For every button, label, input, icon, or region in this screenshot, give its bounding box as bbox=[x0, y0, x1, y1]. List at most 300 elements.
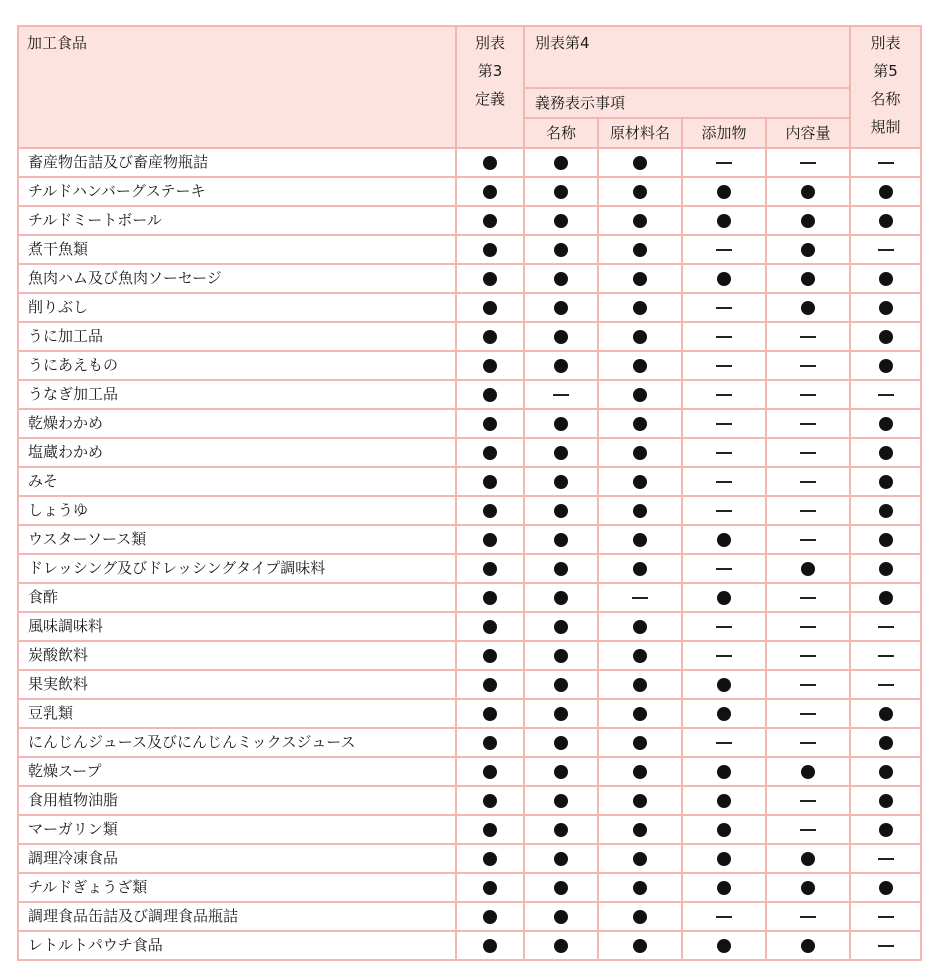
dash-mark bbox=[878, 916, 894, 918]
mark-cell-name-regulation bbox=[850, 757, 921, 786]
food-name-cell: 炭酸飲料 bbox=[18, 641, 456, 670]
mark-cell-additives bbox=[682, 438, 766, 467]
dash-mark bbox=[716, 916, 732, 918]
filled-circle-mark bbox=[483, 156, 497, 170]
mark-cell-content-volume bbox=[766, 844, 850, 873]
mark-cell-name bbox=[524, 293, 598, 322]
mark-cell-definition bbox=[456, 293, 524, 322]
mark-cell-content-volume bbox=[766, 612, 850, 641]
header-definition-line-3: 定義 bbox=[474, 90, 505, 108]
table-row bbox=[18, 931, 921, 960]
filled-circle-mark bbox=[879, 504, 893, 518]
mark-cell-additives bbox=[682, 815, 766, 844]
mark-cell-additives bbox=[682, 612, 766, 641]
mark-cell-additives bbox=[682, 670, 766, 699]
mark-cell-name-regulation bbox=[850, 699, 921, 728]
mark-cell-name-regulation bbox=[850, 873, 921, 902]
table-row bbox=[18, 496, 921, 525]
filled-circle-mark bbox=[879, 272, 893, 286]
filled-circle-mark bbox=[879, 765, 893, 779]
mark-cell-ingredients bbox=[598, 728, 682, 757]
mark-cell-name-regulation bbox=[850, 235, 921, 264]
filled-circle-mark bbox=[879, 736, 893, 750]
filled-circle-mark bbox=[879, 475, 893, 489]
table-row bbox=[18, 322, 921, 351]
mark-cell-content-volume bbox=[766, 699, 850, 728]
mark-cell-name bbox=[524, 554, 598, 583]
food-name-cell: チルドハンバーグステーキ bbox=[18, 177, 456, 206]
dash-mark bbox=[878, 945, 894, 947]
filled-circle-mark bbox=[717, 794, 731, 808]
mark-cell-ingredients bbox=[598, 815, 682, 844]
mark-cell-name bbox=[524, 931, 598, 960]
mark-cell-definition bbox=[456, 438, 524, 467]
filled-circle-mark bbox=[633, 707, 647, 721]
mark-cell-additives bbox=[682, 322, 766, 351]
dash-mark bbox=[553, 394, 569, 396]
mark-cell-definition bbox=[456, 380, 524, 409]
mark-cell-name-regulation bbox=[850, 641, 921, 670]
filled-circle-mark bbox=[554, 330, 568, 344]
mark-cell-additives bbox=[682, 757, 766, 786]
mark-cell-ingredients bbox=[598, 670, 682, 699]
dash-mark bbox=[800, 539, 816, 541]
mark-cell-definition bbox=[456, 467, 524, 496]
mark-cell-name bbox=[524, 612, 598, 641]
mark-cell-additives bbox=[682, 177, 766, 206]
filled-circle-mark bbox=[483, 765, 497, 779]
mark-cell-name bbox=[524, 583, 598, 612]
filled-circle-mark bbox=[554, 417, 568, 431]
mark-cell-content-volume bbox=[766, 670, 850, 699]
dash-mark bbox=[716, 568, 732, 570]
mark-cell-additives bbox=[682, 525, 766, 554]
mark-cell-ingredients bbox=[598, 786, 682, 815]
filled-circle-mark bbox=[717, 823, 731, 837]
dash-mark bbox=[800, 713, 816, 715]
mark-cell-ingredients bbox=[598, 467, 682, 496]
table-row bbox=[18, 409, 921, 438]
table-row bbox=[18, 177, 921, 206]
filled-circle-mark bbox=[717, 214, 731, 228]
mark-cell-name bbox=[524, 873, 598, 902]
filled-circle-mark bbox=[879, 823, 893, 837]
mark-cell-definition bbox=[456, 699, 524, 728]
filled-circle-mark bbox=[483, 504, 497, 518]
mark-cell-name-regulation bbox=[850, 206, 921, 235]
filled-circle-mark bbox=[633, 533, 647, 547]
mark-cell-name bbox=[524, 206, 598, 235]
mark-cell-definition bbox=[456, 641, 524, 670]
filled-circle-mark bbox=[633, 243, 647, 257]
mark-cell-ingredients bbox=[598, 699, 682, 728]
filled-circle-mark bbox=[554, 910, 568, 924]
mark-cell-content-volume bbox=[766, 177, 850, 206]
header-sub-content-volume-label: 内容量 bbox=[785, 124, 831, 142]
table-wrapper bbox=[17, 25, 922, 961]
header-name-regulation-line-1: 別表 bbox=[870, 34, 901, 52]
filled-circle-mark bbox=[483, 417, 497, 431]
dash-mark bbox=[716, 423, 732, 425]
table-row bbox=[18, 525, 921, 554]
dash-mark bbox=[878, 162, 894, 164]
food-name-cell: レトルトパウチ食品 bbox=[18, 931, 456, 960]
mark-cell-additives bbox=[682, 351, 766, 380]
filled-circle-mark bbox=[717, 591, 731, 605]
filled-circle-mark bbox=[483, 678, 497, 692]
filled-circle-mark bbox=[801, 939, 815, 953]
mark-cell-name bbox=[524, 699, 598, 728]
mark-cell-ingredients bbox=[598, 264, 682, 293]
food-name-cell: うなぎ加工品 bbox=[18, 380, 456, 409]
mark-cell-name-regulation bbox=[850, 264, 921, 293]
dash-mark bbox=[800, 162, 816, 164]
filled-circle-mark bbox=[717, 272, 731, 286]
mark-cell-name bbox=[524, 670, 598, 699]
header-definition bbox=[456, 26, 524, 148]
mark-cell-name-regulation bbox=[850, 496, 921, 525]
table-row bbox=[18, 264, 921, 293]
food-name-cell: マーガリン類 bbox=[18, 815, 456, 844]
food-name-cell: 畜産物缶詰及び畜産物瓶詰 bbox=[18, 148, 456, 177]
table-header bbox=[18, 26, 921, 148]
filled-circle-mark bbox=[879, 562, 893, 576]
filled-circle-mark bbox=[554, 475, 568, 489]
mark-cell-additives bbox=[682, 641, 766, 670]
mark-cell-content-volume bbox=[766, 438, 850, 467]
mark-cell-name-regulation bbox=[850, 293, 921, 322]
dash-mark bbox=[800, 452, 816, 454]
filled-circle-mark bbox=[801, 852, 815, 866]
mark-cell-content-volume bbox=[766, 496, 850, 525]
dash-mark bbox=[878, 626, 894, 628]
mark-cell-additives bbox=[682, 409, 766, 438]
filled-circle-mark bbox=[879, 185, 893, 199]
filled-circle-mark bbox=[879, 591, 893, 605]
dash-mark bbox=[800, 394, 816, 396]
food-name-cell: 削りぶし bbox=[18, 293, 456, 322]
food-name-cell: 豆乳類 bbox=[18, 699, 456, 728]
mark-cell-definition bbox=[456, 728, 524, 757]
mark-cell-name-regulation bbox=[850, 467, 921, 496]
table-row bbox=[18, 757, 921, 786]
filled-circle-mark bbox=[801, 301, 815, 315]
filled-circle-mark bbox=[879, 301, 893, 315]
mark-cell-name bbox=[524, 786, 598, 815]
mark-cell-name-regulation bbox=[850, 380, 921, 409]
food-name-cell: うにあえもの bbox=[18, 351, 456, 380]
mark-cell-ingredients bbox=[598, 293, 682, 322]
filled-circle-mark bbox=[554, 272, 568, 286]
mark-cell-definition bbox=[456, 148, 524, 177]
dash-mark bbox=[800, 481, 816, 483]
mark-cell-additives bbox=[682, 206, 766, 235]
filled-circle-mark bbox=[554, 562, 568, 576]
filled-circle-mark bbox=[717, 765, 731, 779]
mark-cell-additives bbox=[682, 554, 766, 583]
mark-cell-content-volume bbox=[766, 786, 850, 815]
mark-cell-definition bbox=[456, 583, 524, 612]
filled-circle-mark bbox=[483, 359, 497, 373]
filled-circle-mark bbox=[801, 214, 815, 228]
mark-cell-content-volume bbox=[766, 293, 850, 322]
table-body bbox=[18, 148, 921, 960]
mark-cell-ingredients bbox=[598, 177, 682, 206]
filled-circle-mark bbox=[554, 301, 568, 315]
table-row bbox=[18, 699, 921, 728]
mark-cell-name-regulation bbox=[850, 409, 921, 438]
mark-cell-additives bbox=[682, 293, 766, 322]
mark-cell-name bbox=[524, 757, 598, 786]
mark-cell-definition bbox=[456, 786, 524, 815]
mark-cell-definition bbox=[456, 264, 524, 293]
dash-mark bbox=[800, 510, 816, 512]
mark-cell-name bbox=[524, 902, 598, 931]
header-processed-food bbox=[18, 26, 456, 148]
header-processed-food-label: 加工食品 bbox=[27, 34, 88, 52]
food-name-cell: 魚肉ハム及び魚肉ソーセージ bbox=[18, 264, 456, 293]
mark-cell-additives bbox=[682, 148, 766, 177]
mark-cell-definition bbox=[456, 554, 524, 583]
table-row bbox=[18, 873, 921, 902]
mark-cell-name bbox=[524, 177, 598, 206]
mark-cell-ingredients bbox=[598, 583, 682, 612]
table-row bbox=[18, 148, 921, 177]
mark-cell-name bbox=[524, 815, 598, 844]
mark-cell-definition bbox=[456, 322, 524, 351]
filled-circle-mark bbox=[554, 707, 568, 721]
filled-circle-mark bbox=[554, 533, 568, 547]
mark-cell-ingredients bbox=[598, 148, 682, 177]
mark-cell-content-volume bbox=[766, 467, 850, 496]
filled-circle-mark bbox=[554, 736, 568, 750]
filled-circle-mark bbox=[633, 359, 647, 373]
mark-cell-ingredients bbox=[598, 554, 682, 583]
mark-cell-name bbox=[524, 641, 598, 670]
dash-mark bbox=[878, 858, 894, 860]
filled-circle-mark bbox=[554, 446, 568, 460]
mark-cell-definition bbox=[456, 351, 524, 380]
mark-cell-additives bbox=[682, 844, 766, 873]
mark-cell-name-regulation bbox=[850, 815, 921, 844]
mark-cell-ingredients bbox=[598, 206, 682, 235]
filled-circle-mark bbox=[483, 446, 497, 460]
mark-cell-additives bbox=[682, 902, 766, 931]
filled-circle-mark bbox=[633, 330, 647, 344]
filled-circle-mark bbox=[633, 910, 647, 924]
mark-cell-name-regulation bbox=[850, 525, 921, 554]
filled-circle-mark bbox=[554, 678, 568, 692]
mark-cell-ingredients bbox=[598, 525, 682, 554]
mark-cell-name-regulation bbox=[850, 351, 921, 380]
mark-cell-ingredients bbox=[598, 235, 682, 264]
food-name-cell: 風味調味料 bbox=[18, 612, 456, 641]
filled-circle-mark bbox=[483, 852, 497, 866]
filled-circle-mark bbox=[633, 446, 647, 460]
header-sub-additives-label: 添加物 bbox=[701, 124, 747, 142]
filled-circle-mark bbox=[879, 330, 893, 344]
dash-mark bbox=[632, 597, 648, 599]
mark-cell-content-volume bbox=[766, 554, 850, 583]
food-name-cell: みそ bbox=[18, 467, 456, 496]
filled-circle-mark bbox=[554, 765, 568, 779]
filled-circle-mark bbox=[879, 707, 893, 721]
filled-circle-mark bbox=[483, 591, 497, 605]
filled-circle-mark bbox=[554, 852, 568, 866]
filled-circle-mark bbox=[633, 504, 647, 518]
dash-mark bbox=[716, 365, 732, 367]
food-name-cell: ウスターソース類 bbox=[18, 525, 456, 554]
table-row bbox=[18, 670, 921, 699]
mark-cell-name-regulation bbox=[850, 612, 921, 641]
mark-cell-name-regulation bbox=[850, 670, 921, 699]
header-appendix-4-label: 別表第4 bbox=[535, 34, 590, 52]
mark-cell-ingredients bbox=[598, 380, 682, 409]
filled-circle-mark bbox=[554, 591, 568, 605]
filled-circle-mark bbox=[554, 649, 568, 663]
mark-cell-name bbox=[524, 322, 598, 351]
table-row bbox=[18, 902, 921, 931]
filled-circle-mark bbox=[483, 939, 497, 953]
mark-cell-content-volume bbox=[766, 409, 850, 438]
food-name-cell: 果実飲料 bbox=[18, 670, 456, 699]
food-name-cell: 調理冷凍食品 bbox=[18, 844, 456, 873]
dash-mark bbox=[716, 510, 732, 512]
mark-cell-name-regulation bbox=[850, 438, 921, 467]
mark-cell-additives bbox=[682, 264, 766, 293]
filled-circle-mark bbox=[554, 620, 568, 634]
mark-cell-content-volume bbox=[766, 815, 850, 844]
table-row bbox=[18, 583, 921, 612]
filled-circle-mark bbox=[483, 388, 497, 402]
filled-circle-mark bbox=[633, 272, 647, 286]
mark-cell-name-regulation bbox=[850, 931, 921, 960]
mark-cell-ingredients bbox=[598, 409, 682, 438]
mark-cell-ingredients bbox=[598, 931, 682, 960]
filled-circle-mark bbox=[879, 881, 893, 895]
mark-cell-content-volume bbox=[766, 235, 850, 264]
filled-circle-mark bbox=[554, 794, 568, 808]
mark-cell-definition bbox=[456, 206, 524, 235]
header-name-regulation bbox=[850, 26, 921, 148]
table-row bbox=[18, 293, 921, 322]
filled-circle-mark bbox=[633, 475, 647, 489]
mark-cell-definition bbox=[456, 873, 524, 902]
filled-circle-mark bbox=[879, 214, 893, 228]
filled-circle-mark bbox=[483, 272, 497, 286]
mark-cell-definition bbox=[456, 409, 524, 438]
food-name-cell: しょうゆ bbox=[18, 496, 456, 525]
table-row bbox=[18, 554, 921, 583]
filled-circle-mark bbox=[483, 533, 497, 547]
header-name-regulation-line-3: 名称 bbox=[870, 90, 901, 108]
filled-circle-mark bbox=[554, 156, 568, 170]
table-row bbox=[18, 380, 921, 409]
food-name-cell: 煮干魚類 bbox=[18, 235, 456, 264]
dash-mark bbox=[716, 307, 732, 309]
header-sub-ingredients-label: 原材料名 bbox=[609, 124, 670, 142]
mark-cell-content-volume bbox=[766, 380, 850, 409]
table-row bbox=[18, 728, 921, 757]
mark-cell-name bbox=[524, 496, 598, 525]
filled-circle-mark bbox=[483, 794, 497, 808]
mark-cell-name bbox=[524, 235, 598, 264]
filled-circle-mark bbox=[483, 330, 497, 344]
filled-circle-mark bbox=[717, 678, 731, 692]
dash-mark bbox=[800, 829, 816, 831]
mark-cell-content-volume bbox=[766, 931, 850, 960]
food-name-cell: 調理食品缶詰及び調理食品瓶詰 bbox=[18, 902, 456, 931]
header-definition-line-1: 別表 bbox=[474, 34, 505, 52]
filled-circle-mark bbox=[801, 881, 815, 895]
dash-mark bbox=[716, 336, 732, 338]
mark-cell-name bbox=[524, 844, 598, 873]
filled-circle-mark bbox=[554, 214, 568, 228]
filled-circle-mark bbox=[633, 156, 647, 170]
mark-cell-name-regulation bbox=[850, 786, 921, 815]
dash-mark bbox=[716, 452, 732, 454]
food-name-cell: チルドぎょうざ類 bbox=[18, 873, 456, 902]
food-name-cell: ドレッシング及びドレッシングタイプ調味料 bbox=[18, 554, 456, 583]
filled-circle-mark bbox=[554, 504, 568, 518]
filled-circle-mark bbox=[633, 852, 647, 866]
mark-cell-name-regulation bbox=[850, 844, 921, 873]
mark-cell-additives bbox=[682, 583, 766, 612]
filled-circle-mark bbox=[483, 649, 497, 663]
filled-circle-mark bbox=[879, 533, 893, 547]
mark-cell-definition bbox=[456, 612, 524, 641]
filled-circle-mark bbox=[633, 736, 647, 750]
filled-circle-mark bbox=[483, 562, 497, 576]
filled-circle-mark bbox=[483, 185, 497, 199]
dash-mark bbox=[716, 162, 732, 164]
dash-mark bbox=[716, 481, 732, 483]
header-sub-additives bbox=[682, 118, 766, 148]
table-row bbox=[18, 351, 921, 380]
mark-cell-content-volume bbox=[766, 728, 850, 757]
mark-cell-definition bbox=[456, 815, 524, 844]
mark-cell-content-volume bbox=[766, 322, 850, 351]
mark-cell-ingredients bbox=[598, 757, 682, 786]
mark-cell-definition bbox=[456, 931, 524, 960]
header-sub-name-label: 名称 bbox=[545, 124, 576, 142]
filled-circle-mark bbox=[483, 214, 497, 228]
dash-mark bbox=[800, 597, 816, 599]
food-name-cell: うに加工品 bbox=[18, 322, 456, 351]
filled-circle-mark bbox=[879, 359, 893, 373]
mark-cell-ingredients bbox=[598, 322, 682, 351]
filled-circle-mark bbox=[483, 620, 497, 634]
food-name-cell: 塩蔵わかめ bbox=[18, 438, 456, 467]
mark-cell-content-volume bbox=[766, 525, 850, 554]
header-appendix-4 bbox=[524, 26, 850, 88]
mark-cell-additives bbox=[682, 873, 766, 902]
filled-circle-mark bbox=[717, 185, 731, 199]
header-definition-line-2: 第3 bbox=[477, 62, 503, 80]
filled-circle-mark bbox=[483, 475, 497, 489]
filled-circle-mark bbox=[633, 794, 647, 808]
food-name-cell: 乾燥わかめ bbox=[18, 409, 456, 438]
table-row bbox=[18, 815, 921, 844]
mark-cell-name-regulation bbox=[850, 902, 921, 931]
mark-cell-definition bbox=[456, 177, 524, 206]
mark-cell-ingredients bbox=[598, 844, 682, 873]
filled-circle-mark bbox=[879, 794, 893, 808]
filled-circle-mark bbox=[483, 707, 497, 721]
dash-mark bbox=[878, 394, 894, 396]
filled-circle-mark bbox=[554, 823, 568, 837]
mark-cell-ingredients bbox=[598, 612, 682, 641]
